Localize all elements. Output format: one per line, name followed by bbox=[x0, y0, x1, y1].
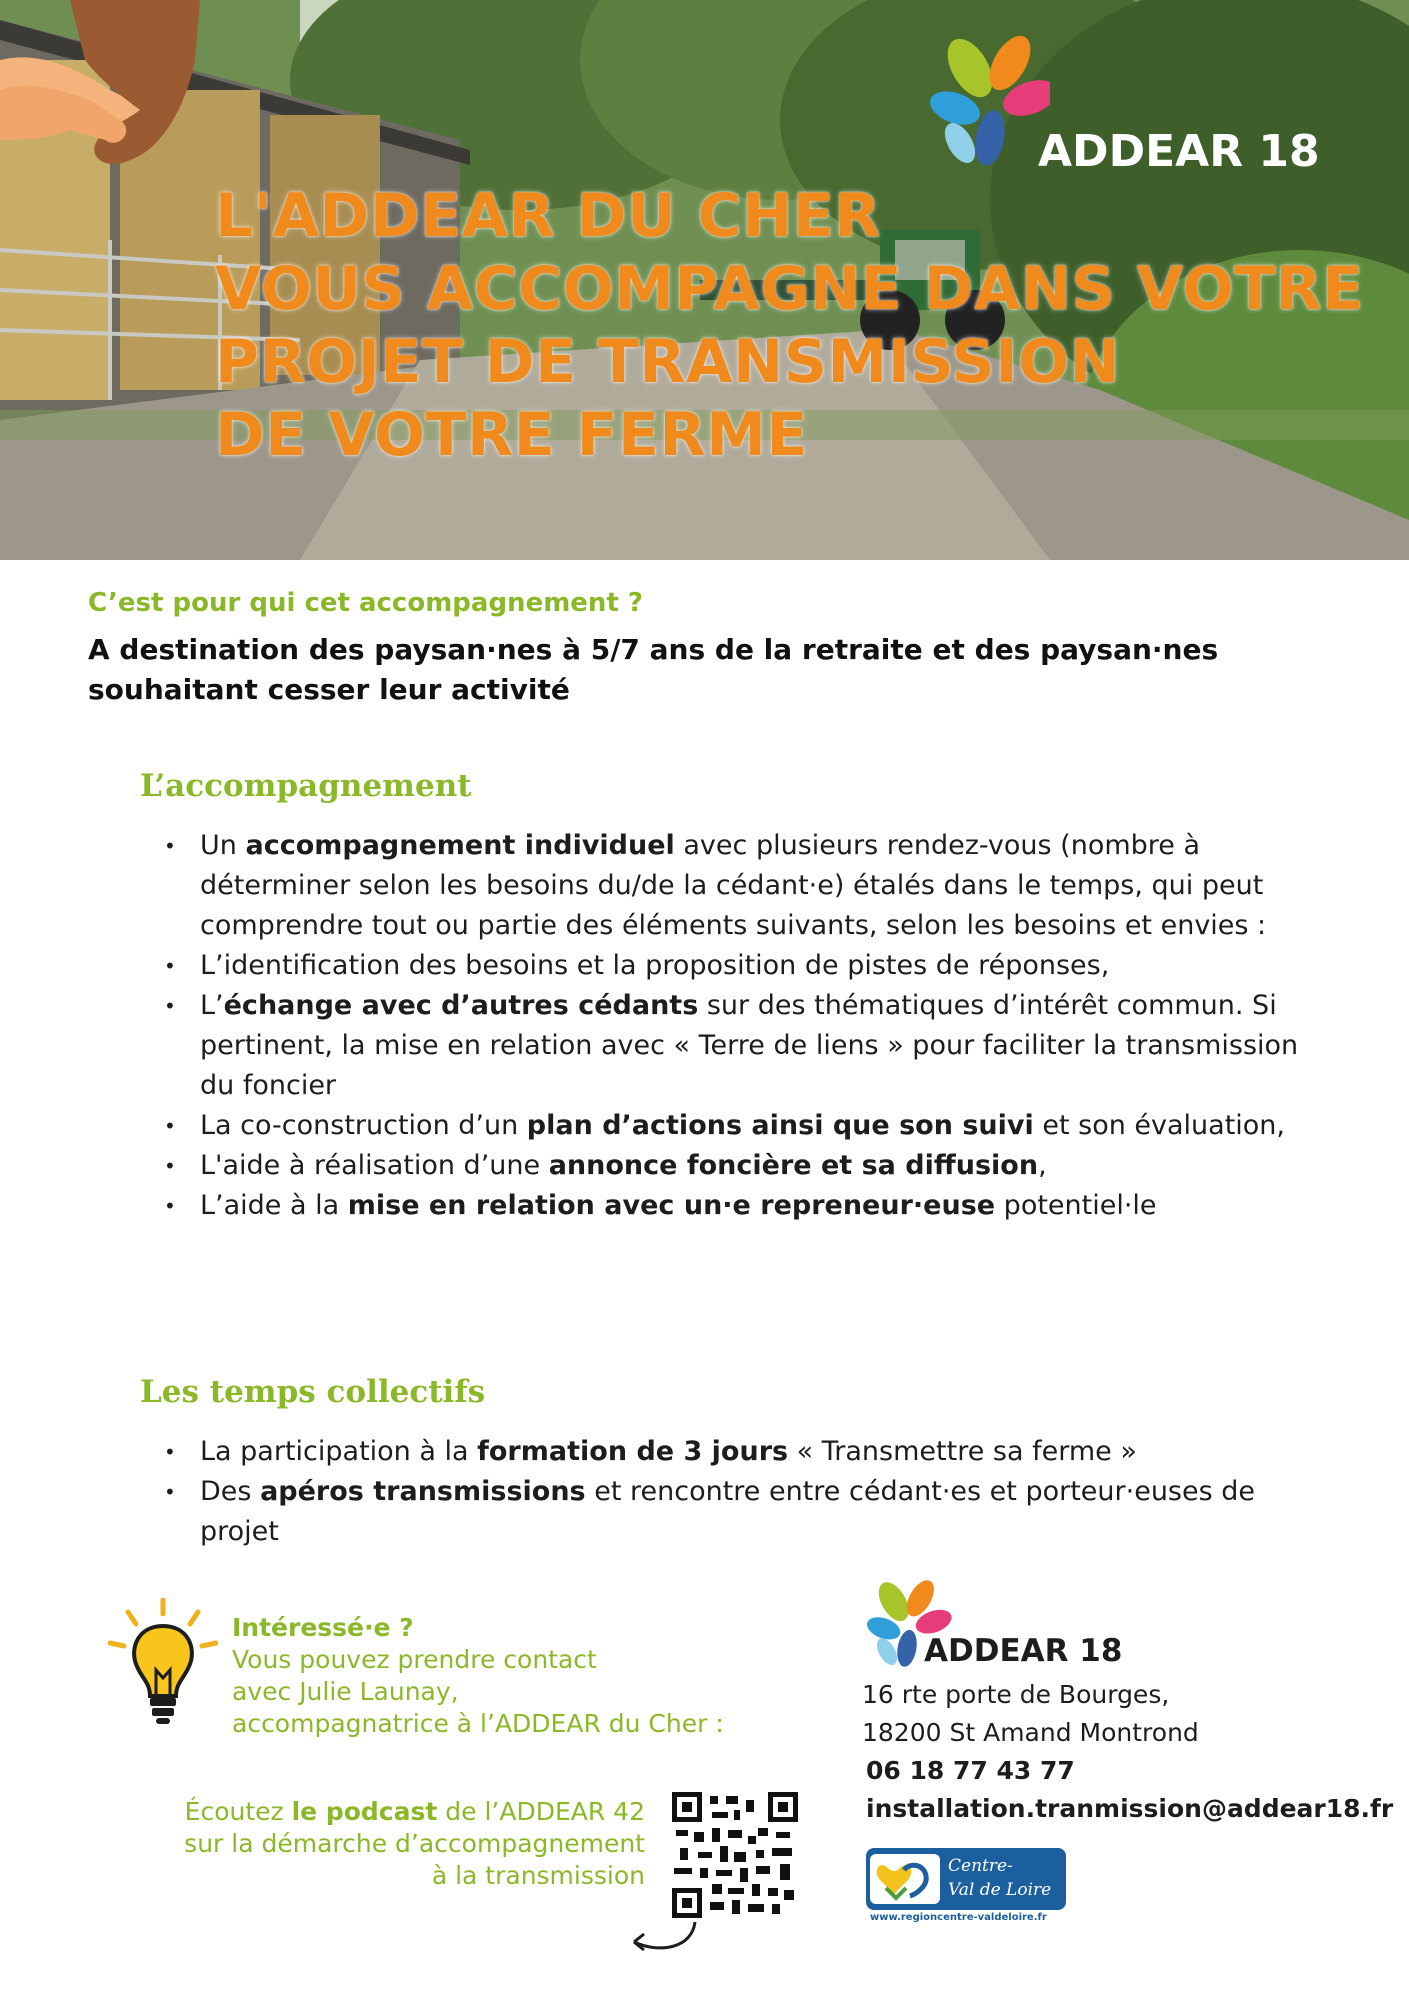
address-line: 16 rte porte de Bourges, bbox=[862, 1680, 1170, 1709]
region-logo bbox=[866, 1848, 1066, 1928]
interest-heading: Intéressé·e ? bbox=[232, 1613, 414, 1642]
page-title bbox=[215, 180, 1364, 472]
audience-question: C’est pour qui cet accompagnement ? bbox=[88, 588, 644, 618]
section-title-collectifs: Les temps collectifs bbox=[140, 1374, 486, 1410]
interest-line: accompagnatrice à l’ADDEAR du Cher : bbox=[232, 1709, 724, 1738]
audience-answer: A destination des paysan·nes à 5/7 ans de la retraite et des paysan·nes souhaitant cesser leur activité bbox=[88, 633, 1219, 706]
logo-text: ADDEAR 18 bbox=[924, 1633, 1123, 1669]
title-line: L'ADDEAR DU CHER bbox=[215, 181, 882, 251]
title-line: VOUS ACCOMPAGNE DANS VOTRE bbox=[215, 254, 1364, 324]
address bbox=[862, 1676, 1199, 1752]
section-title-accompagnement: L’accompagnement bbox=[140, 768, 472, 804]
logo-text: ADDEAR 18 bbox=[1038, 126, 1320, 177]
podcast-link[interactable]: le podcast bbox=[291, 1797, 438, 1826]
list-item: • L’aide à la mise en relation avec un·e repreneur·euse potentiel·le bbox=[160, 1186, 1310, 1226]
contact-intro bbox=[232, 1612, 724, 1740]
list-item: • La participation à la formation de 3 jours « Transmettre sa ferme » bbox=[160, 1432, 1310, 1472]
address-line: 18200 St Amand Montrond bbox=[862, 1718, 1199, 1747]
flower-logo-icon bbox=[930, 28, 1050, 178]
phone-number[interactable]: 06 18 77 43 77 bbox=[866, 1756, 1075, 1785]
interest-line: Vous pouvez prendre contact bbox=[232, 1645, 597, 1674]
title-line: DE VOTRE FERME bbox=[215, 400, 808, 470]
interest-line: avec Julie Launay, bbox=[232, 1677, 459, 1706]
handshake-icon bbox=[0, 0, 210, 190]
list-item: • L’identification des besoins et la proposition de pistes de réponses, bbox=[160, 946, 1310, 986]
region-name: Centre- Val de Loire bbox=[948, 1856, 1052, 1900]
heart-region-icon bbox=[866, 1848, 944, 1910]
podcast-text: Écoutez le podcast de l’ADDEAR 42 sur la démarche d’accompagnement à la transmission bbox=[100, 1796, 645, 1892]
list-item: • L'aide à réalisation d’une annonce foncière et sa diffusion, bbox=[160, 1146, 1310, 1186]
accompagnement-list bbox=[160, 826, 1310, 1226]
contact-details bbox=[866, 1752, 1393, 1828]
list-item: • Un accompagnement individuel avec plusieurs rendez-vous (nombre à déterminer selon les besoins du/de la cédant·e) étalés dans le temps, qui peut comprendre tout ou partie des éléments suivants, selon les besoins et envies : bbox=[160, 826, 1310, 946]
list-item: • L’échange avec d’autres cédants sur des thématiques d’intérêt commun. Si pertinent, la mise en relation avec « Terre de liens » pour faciliter la transmission du foncier bbox=[160, 986, 1310, 1106]
podcast-line: sur la démarche d’accompagnement bbox=[184, 1829, 645, 1858]
curved-arrow-icon bbox=[620, 1918, 700, 1958]
email-link[interactable]: installation.tranmission@addear18.fr bbox=[866, 1794, 1394, 1823]
title-line: PROJET DE TRANSMISSION bbox=[215, 327, 1121, 397]
region-url: www.regioncentre-valdeloire.fr bbox=[870, 1912, 1047, 1923]
hero-banner bbox=[0, 0, 1409, 560]
lightbulb-icon bbox=[108, 1598, 218, 1728]
addear-logo-footer bbox=[862, 1575, 1162, 1675]
addear-logo bbox=[930, 28, 1330, 178]
collectifs-list bbox=[160, 1432, 1310, 1552]
list-item: • Des apéros transmissions et rencontre entre cédant·es et porteur·euses de projet bbox=[160, 1472, 1310, 1552]
podcast-line: à la transmission bbox=[431, 1861, 645, 1890]
list-item: • La co-construction d’un plan d’actions ainsi que son suivi et son évaluation, bbox=[160, 1106, 1310, 1146]
qr-code-icon[interactable] bbox=[672, 1792, 798, 1918]
region-badge bbox=[866, 1848, 1066, 1910]
